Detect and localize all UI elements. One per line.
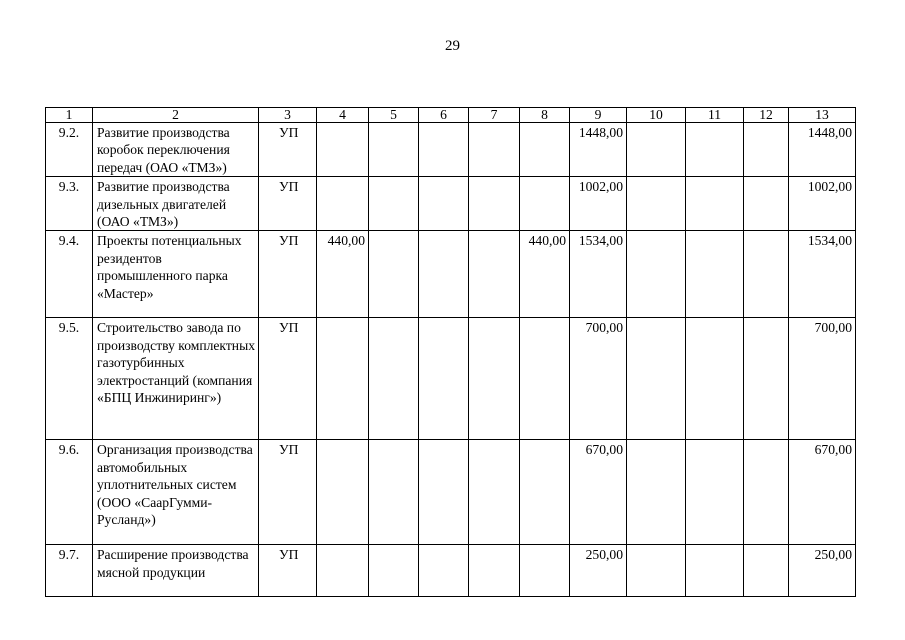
value-cell xyxy=(627,440,686,545)
value-cell: 1448,00 xyxy=(570,123,627,177)
page-number: 29 xyxy=(445,38,460,54)
value-cell xyxy=(520,545,570,597)
row-type: УП xyxy=(259,545,317,597)
value-cell xyxy=(469,318,520,440)
value-cell: 440,00 xyxy=(520,231,570,318)
value-cell xyxy=(520,440,570,545)
row-description: Организация производства автомобильных уплотнительных систем (ООО «СаарГумми-Русланд») xyxy=(93,440,259,545)
value-cell xyxy=(744,545,789,597)
value-cell xyxy=(317,177,369,231)
row-type: УП xyxy=(259,231,317,318)
value-cell: 440,00 xyxy=(317,231,369,318)
value-cell xyxy=(686,440,744,545)
row-type: УП xyxy=(259,440,317,545)
row-number: 9.3. xyxy=(46,177,93,231)
row-number: 9.2. xyxy=(46,123,93,177)
value-cell xyxy=(419,231,469,318)
header-cell: 11 xyxy=(686,108,744,123)
value-cell xyxy=(627,231,686,318)
value-cell xyxy=(419,177,469,231)
header-cell: 5 xyxy=(369,108,419,123)
value-cell: 700,00 xyxy=(570,318,627,440)
row-description: Проекты потенциальных резидентов промышленного парка «Мастер» xyxy=(93,231,259,318)
value-cell xyxy=(369,177,419,231)
value-cell xyxy=(520,177,570,231)
value-cell xyxy=(469,123,520,177)
value-cell xyxy=(744,123,789,177)
row-description: Развитие производства коробок переключения передач (ОАО «ТМЗ») xyxy=(93,123,259,177)
value-cell xyxy=(419,318,469,440)
table-row xyxy=(46,177,856,231)
value-cell: 250,00 xyxy=(570,545,627,597)
value-cell xyxy=(627,177,686,231)
value-cell xyxy=(686,231,744,318)
header-cell: 1 xyxy=(46,108,93,123)
row-description: Строительство завода по производству комплектных газотурбинных электростанций (компания «БПЦ Инжиниринг») xyxy=(93,318,259,440)
value-cell xyxy=(686,177,744,231)
value-cell xyxy=(369,231,419,318)
value-cell xyxy=(686,545,744,597)
value-cell xyxy=(369,318,419,440)
table-row xyxy=(46,440,856,545)
value-cell xyxy=(627,318,686,440)
value-cell xyxy=(317,123,369,177)
value-cell xyxy=(469,440,520,545)
table-row xyxy=(46,318,856,440)
value-cell xyxy=(369,123,419,177)
value-cell xyxy=(317,440,369,545)
value-cell xyxy=(469,231,520,318)
header-cell: 7 xyxy=(469,108,520,123)
value-cell: 1002,00 xyxy=(570,177,627,231)
value-cell xyxy=(627,123,686,177)
value-cell xyxy=(419,440,469,545)
total-cell: 1448,00 xyxy=(789,123,856,177)
row-type: УП xyxy=(259,177,317,231)
value-cell xyxy=(469,545,520,597)
header-cell: 3 xyxy=(259,108,317,123)
value-cell: 1534,00 xyxy=(570,231,627,318)
value-cell xyxy=(419,545,469,597)
value-cell xyxy=(744,177,789,231)
value-cell xyxy=(419,123,469,177)
value-cell xyxy=(686,123,744,177)
header-cell: 10 xyxy=(627,108,686,123)
row-description: Расширение производства мясной продукции xyxy=(93,545,259,597)
total-cell: 1002,00 xyxy=(789,177,856,231)
header-cell: 6 xyxy=(419,108,469,123)
header-cell: 12 xyxy=(744,108,789,123)
table-row xyxy=(46,123,856,177)
value-cell xyxy=(317,318,369,440)
value-cell xyxy=(469,177,520,231)
header-cell: 4 xyxy=(317,108,369,123)
budget-table xyxy=(45,107,856,597)
value-cell xyxy=(369,545,419,597)
value-cell xyxy=(686,318,744,440)
row-number: 9.6. xyxy=(46,440,93,545)
value-cell: 670,00 xyxy=(570,440,627,545)
header-cell: 8 xyxy=(520,108,570,123)
value-cell xyxy=(744,440,789,545)
row-number: 9.4. xyxy=(46,231,93,318)
row-type: УП xyxy=(259,318,317,440)
row-number: 9.7. xyxy=(46,545,93,597)
total-cell: 670,00 xyxy=(789,440,856,545)
header-cell: 13 xyxy=(789,108,856,123)
value-cell xyxy=(744,318,789,440)
row-number: 9.5. xyxy=(46,318,93,440)
value-cell xyxy=(744,231,789,318)
header-cell: 2 xyxy=(93,108,259,123)
total-cell: 700,00 xyxy=(789,318,856,440)
table-row xyxy=(46,231,856,318)
row-type: УП xyxy=(259,123,317,177)
total-cell: 1534,00 xyxy=(789,231,856,318)
value-cell xyxy=(317,545,369,597)
value-cell xyxy=(627,545,686,597)
value-cell xyxy=(369,440,419,545)
table-row xyxy=(46,545,856,597)
header-row xyxy=(46,108,856,123)
value-cell xyxy=(520,123,570,177)
value-cell xyxy=(520,318,570,440)
header-cell: 9 xyxy=(570,108,627,123)
row-description: Развитие производства дизельных двигателей (ОАО «ТМЗ») xyxy=(93,177,259,231)
total-cell: 250,00 xyxy=(789,545,856,597)
